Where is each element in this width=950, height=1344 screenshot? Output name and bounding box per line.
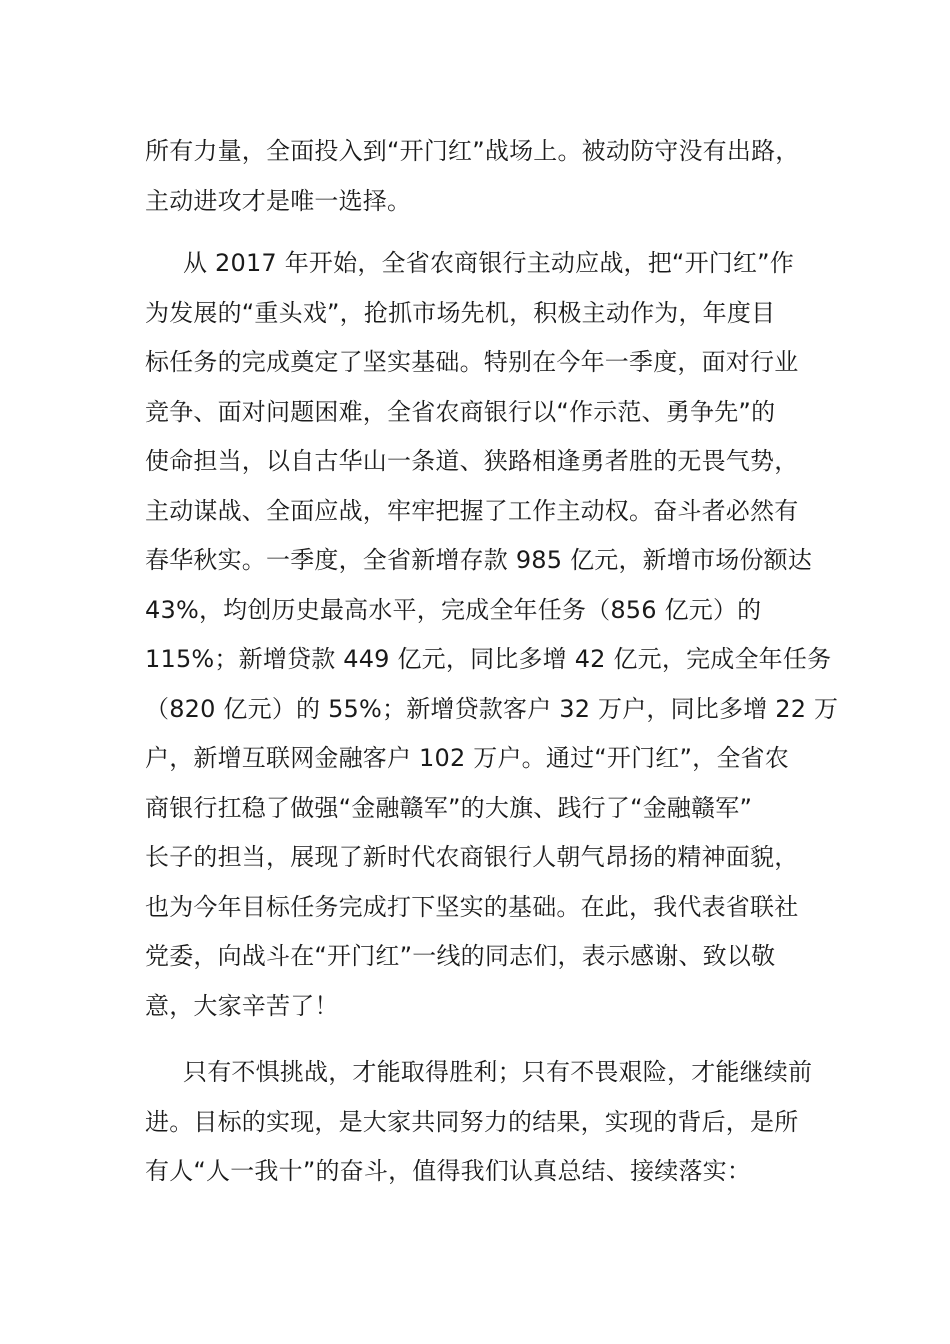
- text-line: 商银行扛稳了做强“金融赣军”的大旗、践行了“金融赣军”: [145, 793, 753, 822]
- text-line: 党委，向战斗在“开门红”一线的同志们，表示感谢、致以敬: [145, 942, 776, 970]
- text-line: 长子的担当，展现了新时代农商银行人朝气昂扬的精神面貌，: [145, 843, 799, 871]
- text-line: 进。目标的实现，是大家共同努力的结果，实现的背后，是所: [145, 1107, 799, 1136]
- text-line: 标任务的完成奠定了坚实基础。特别在今年一季度，面对行业: [145, 348, 799, 376]
- text-line: 有人“人一我十”的奋斗，值得我们认真总结、接续落实：: [145, 1157, 752, 1185]
- text-line: 春华秋实。一季度，全省新增存款 985 亿元，新增市场份额达: [145, 546, 813, 574]
- text-line: 意，大家辛苦了！: [145, 991, 339, 1020]
- text-line: 只有不惧挑战，才能取得胜利；只有不畏艰险，才能继续前: [183, 1058, 813, 1086]
- text-line: 115%；新增贷款 449 亿元，同比多增 42 亿元，完成全年任务: [145, 645, 832, 673]
- text-line: 竞争、面对问题困难，全省农商银行以“作示范、勇争先”的: [145, 397, 776, 426]
- text-line: 所有力量，全面投入到“开门红”战场上。被动防守没有出路，: [145, 137, 800, 165]
- text-line: 户，新增互联网金融客户 102 万户。通过“开门红”，全省农: [145, 744, 789, 772]
- paragraph-2: [145, 239, 839, 1031]
- text-line: 43%，均创历史最高水平，完成全年任务（856 亿元）的: [145, 595, 762, 624]
- paragraph-1: [145, 127, 805, 226]
- text-line: 为发展的“重头戏”，抢抓市场先机，积极主动作为，年度目: [145, 298, 776, 327]
- text-line: 主动进攻才是唯一选择。: [145, 186, 412, 215]
- paragraph-3: [145, 1048, 813, 1197]
- text-line: 从 2017 年开始，全省农商银行主动应战，把“开门红”作: [183, 249, 795, 277]
- text-line: 主动谋战、全面应战，牢牢把握了工作主动权。奋斗者必然有: [145, 496, 799, 525]
- text-line: 也为今年目标任务完成打下坚实的基础。在此，我代表省联社: [145, 892, 799, 921]
- text-line: （820 亿元）的 55%；新增贷款客户 32 万户，同比多增 22 万: [145, 694, 839, 723]
- text-line: 使命担当，以自古华山一条道、狭路相逢勇者胜的无畏气势，: [145, 447, 799, 475]
